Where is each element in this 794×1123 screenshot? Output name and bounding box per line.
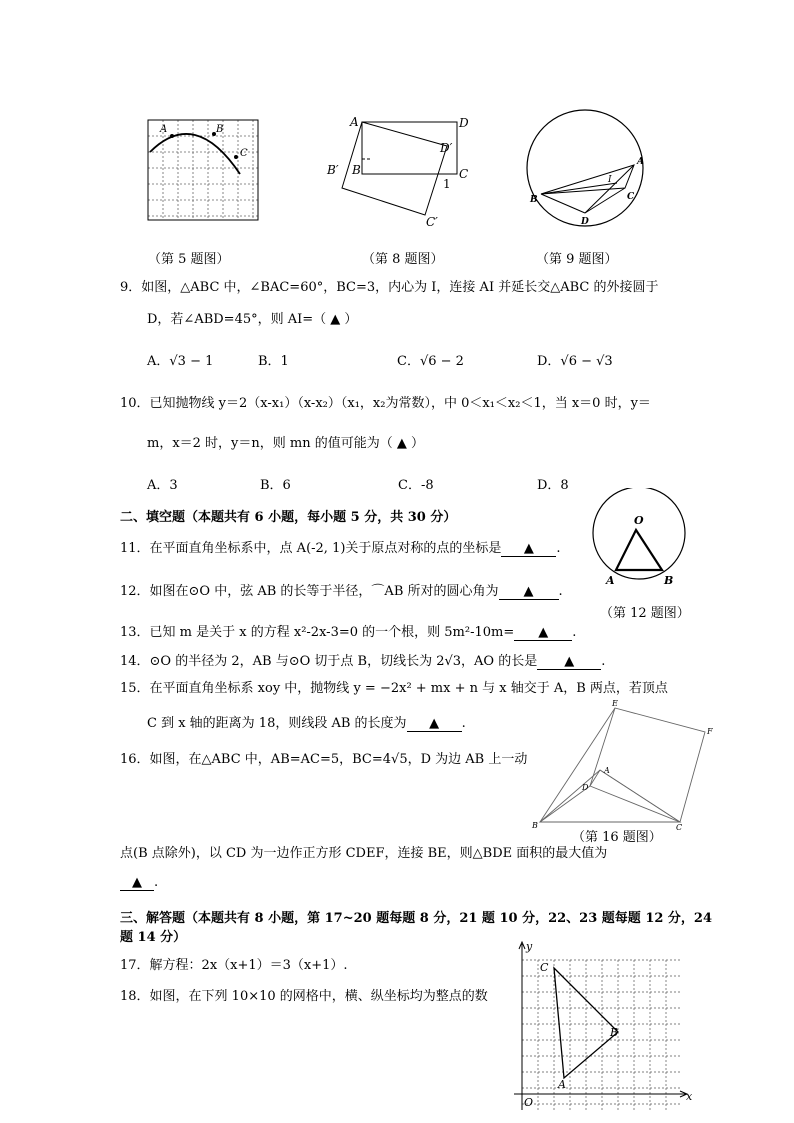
figure-18	[510, 938, 695, 1118]
q9-option-a: A．√3 − 1	[147, 354, 214, 369]
q16-line1: 16．如图，在△ABC 中，AB=AC=5，BC=4√5，D 为边 AB 上一动	[120, 752, 528, 767]
q10-option-a: A．3	[147, 478, 178, 493]
label-angle-1: 1	[443, 177, 451, 191]
q10-line1: 10．已知抛物线 y＝2（x-x₁）（x-x₂）（x₁，x₂为常数），中 0＜x₁＜x₂＜1，当 x＝0 时，y＝	[120, 396, 651, 411]
q12-text: 12．如图在⊙O 中，弦 AB 的长等于半径，⌒AB 所对的圆心角为	[120, 584, 499, 599]
q11-text: 11．在平面直角坐标系中，点 A(-2, 1)关于原点对称的点的坐标是	[120, 541, 502, 556]
q13-blank: ▲	[514, 625, 572, 641]
q15-text: C 到 x 轴的距离为 18，则线段 AB 的长度为	[147, 716, 407, 731]
q13-end: .	[572, 625, 577, 640]
label-c: C	[459, 167, 469, 181]
label-b: B	[664, 574, 674, 587]
section3-heading-line2: 题 14 分）	[120, 930, 187, 945]
fig5-caption: （第 5 题图）	[148, 252, 230, 267]
point-a	[170, 134, 174, 138]
q14-blank: ▲	[537, 654, 601, 670]
q9-line1: 9．如图，△ABC 中，∠BAC=60°，BC=3，内心为 I，连接 AI 并延长交△ABC 的外接圆于	[120, 280, 659, 295]
label-c-prime: C′	[426, 215, 438, 229]
label-c: C	[540, 961, 549, 974]
label-f: F	[707, 727, 713, 736]
label-d: D	[459, 116, 469, 130]
label-b: B	[532, 821, 538, 830]
q14-end: .	[601, 654, 606, 669]
q12-end: .	[558, 584, 563, 599]
fig8-caption: （第 8 题图）	[362, 252, 444, 267]
section3-heading-line1: 三、解答题（本题共有 8 小题，第 17~20 题每题 8 分，21 题 10 分，22、23 题每题 12 分，24	[120, 911, 713, 926]
q11-end: .	[556, 541, 561, 556]
q16-end: .	[154, 875, 159, 890]
q15-blank: ▲	[407, 716, 462, 732]
label-b: B	[610, 1026, 619, 1039]
fig9-caption: （第 9 题图）	[536, 252, 618, 267]
label-b-prime: B′	[327, 163, 339, 177]
label-a: A	[604, 766, 610, 775]
q11-blank: ▲	[501, 541, 556, 557]
label-a: A	[637, 157, 644, 167]
q14-text: 14．⊙O 的半径为 2，AB 与⊙O 切于点 B，切线长为 2√3，AO 的长是	[120, 654, 538, 669]
figure-16	[530, 700, 730, 840]
label-b: B	[216, 124, 224, 135]
q10-option-c: C．-8	[398, 478, 434, 493]
q16-blank: ▲	[120, 875, 154, 891]
label-a: A	[160, 124, 168, 135]
q16-line2: 点(B 点除外)，以 CD 为一边作正方形 CDEF，连接 BE，则△BDE 面积的最大值为	[120, 846, 608, 861]
label-o: O	[524, 1096, 534, 1109]
label-c: C	[676, 823, 683, 832]
label-c: C	[627, 192, 635, 202]
label-b: B	[530, 195, 538, 205]
q9-option-b: B．1	[258, 354, 289, 369]
label-a: A	[350, 115, 359, 129]
q9-line2: D，若∠ABD=45°，则 AI=（ ▲ ）	[147, 312, 358, 327]
q12	[120, 580, 563, 600]
figure-9	[525, 108, 655, 233]
label-x: x	[686, 1090, 693, 1103]
label-c: C	[240, 148, 248, 159]
q14	[120, 650, 605, 670]
q15-end: .	[461, 716, 466, 731]
label-a: A	[606, 574, 615, 587]
label-d-prime: D′	[440, 141, 453, 155]
label-o: O	[634, 514, 644, 527]
label-i: I	[608, 175, 612, 185]
label-d: D	[582, 783, 589, 792]
q18: 18．如图，在下列 10×10 的网格中，横、纵坐标均为整点的数	[120, 989, 488, 1004]
q16-blank-line	[120, 875, 158, 891]
label-e: E	[612, 700, 618, 708]
section2-heading: 二、填空题（本题共有 6 小题，每小题 5 分，共 30 分）	[120, 510, 457, 525]
q13	[120, 621, 576, 641]
label-b: B	[352, 163, 361, 177]
label-d: D	[581, 217, 589, 227]
fig16-caption: （第 16 题图）	[572, 830, 662, 845]
figure-8	[322, 110, 482, 230]
q10-option-b: B．6	[260, 478, 291, 493]
q10-option-d: D．8	[537, 478, 569, 493]
q17: 17．解方程：2x（x+1）＝3（x+1）.	[120, 958, 348, 973]
point-c	[234, 155, 238, 159]
q10-line2: m，x＝2 时，y＝n，则 mn 的值可能为（ ▲ ）	[147, 436, 425, 451]
q9-option-d: D．√6 − √3	[537, 354, 613, 369]
q11	[120, 537, 561, 557]
figure-5	[140, 112, 265, 224]
q15-line2	[147, 712, 466, 732]
label-a: A	[558, 1078, 566, 1091]
figure-12	[590, 488, 690, 588]
q9-option-c: C．√6 − 2	[397, 354, 464, 369]
label-y: y	[526, 940, 533, 953]
q13-text: 13．已知 m 是关于 x 的方程 x²-2x-3=0 的一个根，则 5m²-10m=	[120, 625, 515, 640]
arc	[150, 134, 240, 174]
q12-blank: ▲	[499, 584, 559, 600]
fig12-caption: （第 12 题图）	[600, 606, 690, 621]
q15-line1: 15．在平面直角坐标系 xoy 中，抛物线 y = −2x² + mx + n 与 x 轴交于 A，B 两点，若顶点	[120, 681, 668, 696]
